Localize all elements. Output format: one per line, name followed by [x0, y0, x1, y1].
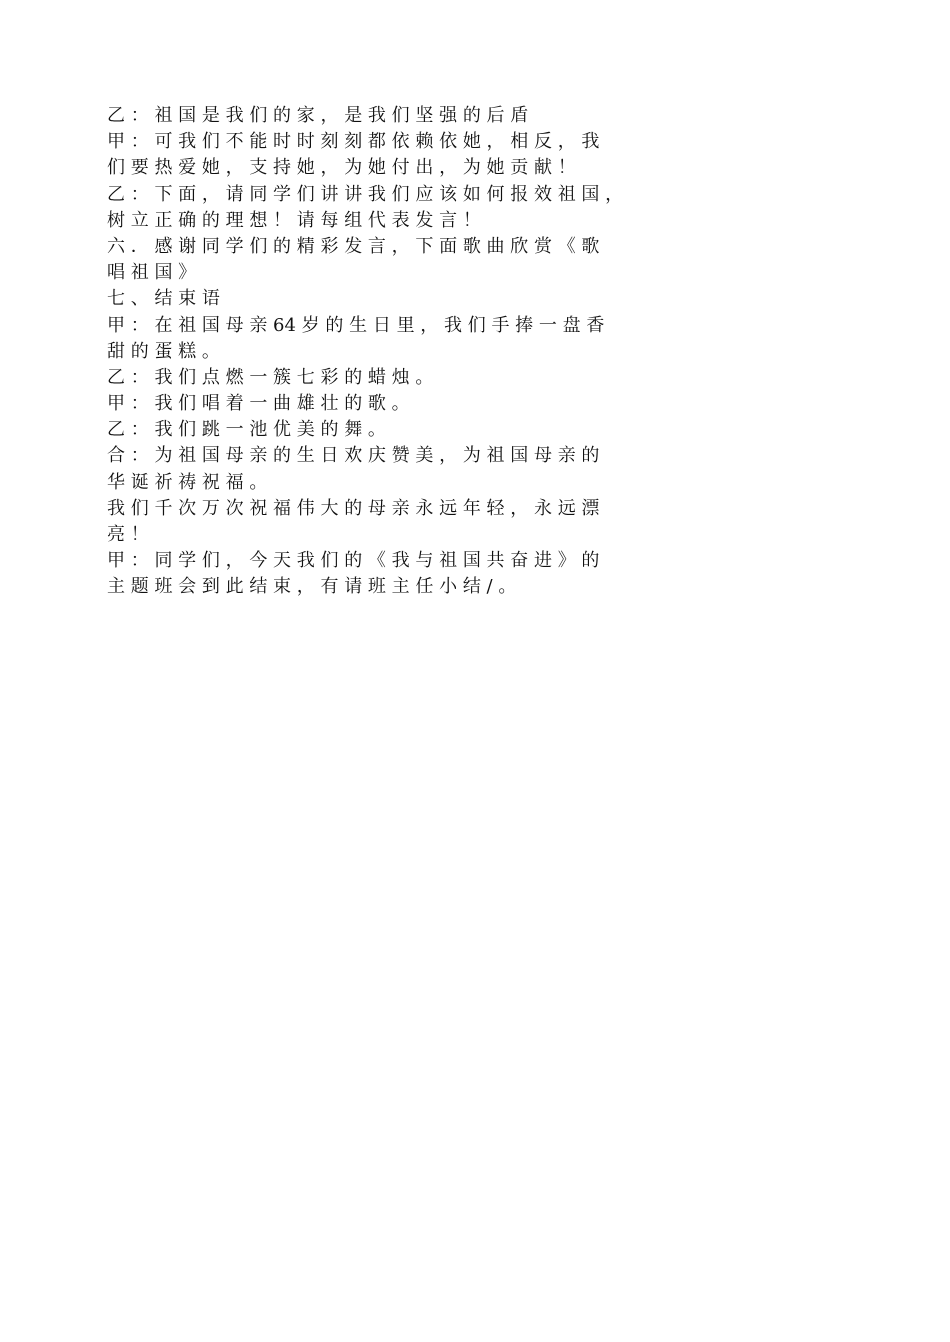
text-line-1: 乙 ： 祖 国 是 我 们 的 家 ， 是 我 们 坚 强 的 后 盾 [107, 105, 529, 126]
text-line-17: 亮 ！ [107, 524, 149, 545]
text-line-12: 甲 ： 我 们 唱 着 一 曲 雄 壮 的 歌 。 [107, 393, 410, 415]
text-line-10: 甜 的 蛋 糕 。 [107, 340, 220, 362]
document-body [107, 103, 867, 601]
text-line-11: 乙 ： 我 们 点 燃 一 簇 七 彩 的 蜡 烛 。 [107, 366, 434, 388]
text-line-2: 甲 ： 可 我 们 不 能 时 时 刻 刻 都 依 赖 依 她 ， 相 反 ， 我 [107, 131, 600, 153]
text-line-7: 唱 祖 国 》 [107, 262, 197, 284]
text-line-3: 们 要 热 爱 她 ， 支 持 她 ， 为 她 付 出 ， 为 她 贡 献 ！ [107, 157, 576, 179]
section-heading-closing: 七 、 结 束 语 [107, 288, 220, 310]
text-line-5: 树 立 正 确 的 理 想 ！ 请 每 组 代 表 发 言 ！ [107, 209, 481, 231]
text-line-15: 华 诞 祈 祷 祝 福 。 [107, 471, 268, 493]
text-line-18: 甲 ： 同 学 们 ， 今 天 我 们 的 《 我 与 祖 国 共 奋 进 》 的 [107, 550, 600, 572]
text-line-14: 合 ： 为 祖 国 母 亲 的 生 日 欢 庆 赞 美 ， 为 祖 国 母 亲 的 [107, 445, 600, 467]
text-line-9: 甲 ： 在 祖 国 母 亲 64 岁 的 生 日 里 ， 我 们 手 捧 一 盘 香 [107, 314, 605, 336]
text-line-19: 主 题 班 会 到 此 结 束 ， 有 请 班 主 任 小 结 / 。 [107, 576, 517, 598]
text-line-13: 乙 ： 我 们 跳 一 池 优 美 的 舞 。 [107, 419, 386, 441]
text-line-4: 乙 ： 下 面 ， 请 同 学 们 讲 讲 我 们 应 该 如 何 报 效 祖 国 ， [107, 183, 624, 205]
text-line-6: 六 ． 感 谢 同 学 们 的 精 彩 发 言 ， 下 面 歌 曲 欣 赏 《 歌 [107, 235, 600, 257]
text-line-16: 我 们 千 次 万 次 祝 福 伟 大 的 母 亲 永 远 年 轻 ， 永 远 漂 [107, 497, 600, 519]
